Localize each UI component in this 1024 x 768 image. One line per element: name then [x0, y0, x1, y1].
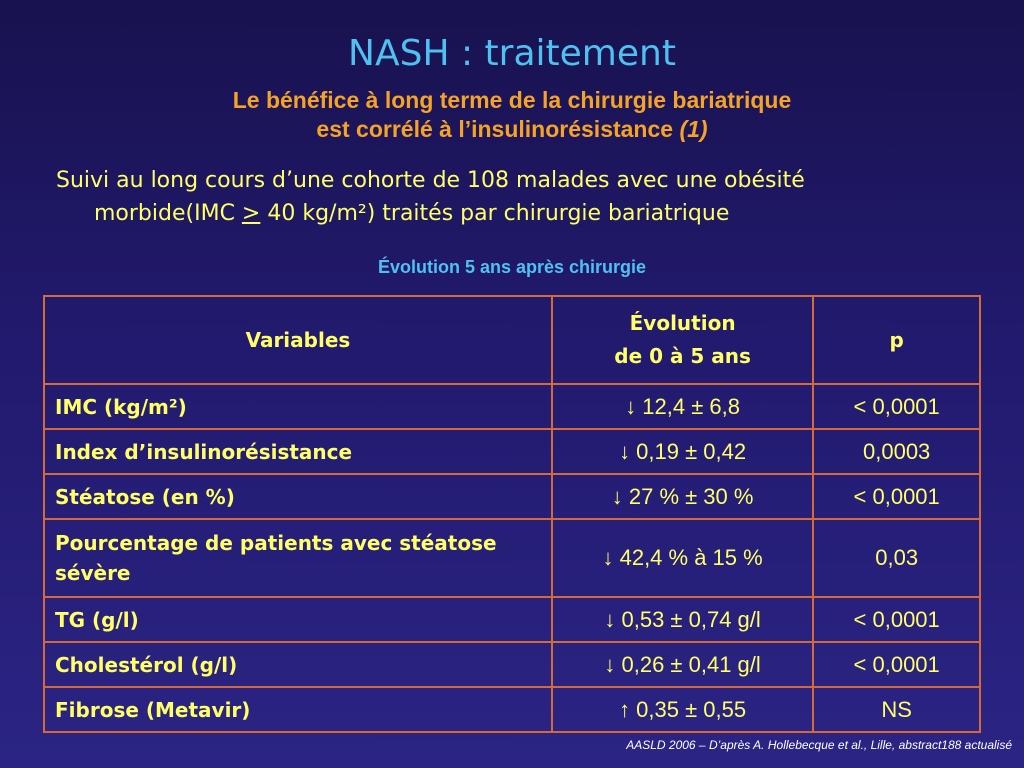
source-citation: AASLD 2006 – D’après A. Hollebecque et al., Lille, abstract188 actualisé [626, 738, 1012, 752]
subtitle-line-1: Le bénéfice à long terme de la chirurgie bariatrique [232, 87, 792, 113]
table-row [44, 597, 980, 642]
evolution-cell: ↑ 0,35 ± 0,55 [552, 687, 813, 732]
evolution-cell: ↓ 0,19 ± 0,42 [552, 429, 813, 474]
variable-cell: Stéatose (en %) [44, 474, 552, 519]
p-value-cell: NS [813, 687, 980, 732]
evolution-cell: ↓ 0,53 ± 0,74 g/l [552, 597, 813, 642]
header-evolution-line-1: Évolution [629, 311, 736, 335]
header-variables: Variables [44, 296, 552, 384]
p-value-cell: < 0,0001 [813, 597, 980, 642]
intro-line-1: Suivi au long cours d’une cohorte de 108 malades avec une obésité [56, 168, 805, 193]
p-value-cell: 0,0003 [813, 429, 980, 474]
intro-line-2-start: morbide(IMC [94, 201, 242, 226]
variable-cell: Index d’insulinorésistance [44, 429, 552, 474]
evolution-cell: ↓ 0,26 ± 0,41 g/l [552, 642, 813, 687]
results-table [43, 295, 981, 733]
p-value-cell: < 0,0001 [813, 642, 980, 687]
table-header-row [44, 296, 980, 384]
table-row [44, 474, 980, 519]
variable-cell: IMC (kg/m²) [44, 384, 552, 429]
table-row [44, 642, 980, 687]
intro-text [56, 164, 996, 230]
variable-cell: Fibrose (Metavir) [44, 687, 552, 732]
variable-cell: Pourcentage de patients avec stéatose sévère [44, 519, 552, 597]
table-row [44, 384, 980, 429]
slide-subtitle [0, 86, 1024, 144]
table-row [44, 687, 980, 732]
evolution-cell: ↓ 42,4 % à 15 % [552, 519, 813, 597]
table-caption: Évolution 5 ans après chirurgie [377, 257, 647, 277]
p-value-cell: < 0,0001 [813, 384, 980, 429]
subtitle-reference-note: (1) [679, 116, 708, 142]
p-value-cell: < 0,0001 [813, 474, 980, 519]
intro-line-2 [56, 197, 996, 230]
header-evolution [552, 296, 813, 384]
variable-cell: Cholestérol (g/l) [44, 642, 552, 687]
header-evolution-line-2: de 0 à 5 ans [614, 344, 751, 368]
subtitle-line-2 [0, 115, 1024, 144]
header-p: p [813, 296, 980, 384]
variable-cell: TG (g/l) [44, 597, 552, 642]
evolution-cell: ↓ 12,4 ± 6,8 [552, 384, 813, 429]
slide-title: NASH : traitement [348, 33, 676, 74]
subtitle-line-2-text: est corrélé à l’insulinorésistance [316, 116, 674, 142]
intro-line-2-end: 40 kg/m²) traités par chirurgie bariatrique [260, 201, 730, 226]
greater-equal-symbol: > [241, 201, 261, 226]
evolution-cell: ↓ 27 % ± 30 % [552, 474, 813, 519]
p-value-cell: 0,03 [813, 519, 980, 597]
table-row [44, 519, 980, 597]
table-row [44, 429, 980, 474]
